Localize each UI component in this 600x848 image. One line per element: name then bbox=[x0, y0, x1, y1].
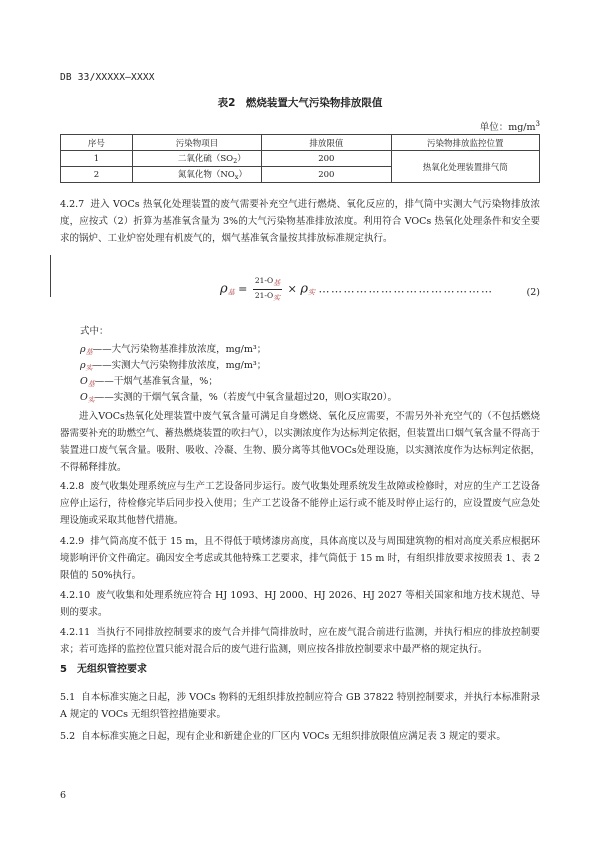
clause-4-2-9: 4.2.9 排气筒高度不低于 15 m，且不得低于喷烤漆房高度，具体高度以及与周围建筑物的相对高度关系应根据环境影响评价文件确定。确因安全考虑或其他特殊工艺要求，排气筒低于 15 m 时，有组织排放要求按照表 1、表 2 限值的 50%执行。 bbox=[60, 536, 540, 581]
var-rho-measured: $\rho_实——$实测大气污染物排放浓度，mg/m³； bbox=[80, 360, 267, 372]
var-o-base: $O_基——$干烟气基准氧含量，%； bbox=[80, 376, 218, 388]
clause-4-2-10: 4.2.10 废气收集和处理系统应符合 HJ 1093、HJ 2000、HJ 2026、HJ 2027 等相关国家和地方技术规范、导则的要求。 bbox=[60, 590, 540, 618]
header-location: 污染物排放监控位置 bbox=[391, 135, 540, 151]
header-limit: 排放限值 bbox=[262, 135, 391, 151]
table-unit: 单位：$mg/m^3$ bbox=[479, 120, 540, 133]
clause-5-2: 5.2 自本标准实施之日起，现有企业和新建企业的厂区内 VOCs 无组织排放限值应满足表 3 规定的要求。 bbox=[60, 731, 506, 742]
margin-revision-mark bbox=[50, 255, 51, 297]
clause-4-2-8: 4.2.8 废气收集处理系统应与生产工艺设备同步运行。废气收集处理系统发生故障或检修时，对应的生产工艺设备应停止运行，待检修完毕后同步投入使用；生产工艺设备不能停止运行或不能及时停止运行的，应设置废气应急处理设施或采取其他替代措施。 bbox=[60, 481, 540, 526]
formula-where: 式中： bbox=[80, 326, 109, 337]
var-rho-base: $\rho_基——$大气污染物基准排放浓度，mg/m³； bbox=[80, 344, 267, 356]
document-code: DB 33/XXXXX—XXXX bbox=[60, 72, 155, 83]
table-row bbox=[61, 151, 540, 167]
clause-5-1: 5.1 自本标准实施之日起，涉 VOCs 物料的无组织排放控制应符合 GB 37822 特别控制要求，并执行本标准附录 A 规定的 VOCs 无组织管控措施要求。 bbox=[60, 692, 540, 720]
row-limit: 200 bbox=[262, 167, 391, 183]
table-header-row bbox=[61, 135, 540, 151]
clause-4-2-7: 4.2.7 进入 VOCs 热氧化处理装置的废气需要补充空气进行燃烧、氧化反应的，排气筒中实测大气污染物排放浓度，应按式（2）折算为基准氧含量为 3%的大气污染物基准排放浓度。利用符合 VOCs 热氧化处理条件和安全要求的锅炉、工业炉窑处理有机废气的，烟气基准氧含量按其排放标准规定执行。 bbox=[60, 199, 540, 244]
var-o-measured: $O_实——$实测的干烟气氧含量，%（若废气中氧含量超过20，则O实取20）。 bbox=[80, 392, 398, 404]
emission-limit-table bbox=[60, 134, 540, 183]
table-title: 表2 燃烧装置大气污染物排放限值 bbox=[217, 97, 383, 109]
row-limit: 200 bbox=[262, 151, 391, 167]
header-seq: 序号 bbox=[61, 135, 133, 151]
clause-4-2-11: 4.2.11 当执行不同排放控制要求的废气合并排气筒排放时，应在废气混合前进行监测，并执行相应的排放控制要求；若可选择的监控位置只能对混合后的废气进行监测，则应按各排放控制要求中最严格的规定执行。 bbox=[60, 627, 540, 655]
equation-number: (2) bbox=[526, 287, 540, 298]
header-item: 污染物项目 bbox=[132, 135, 261, 151]
row-item: 氮氧化物$(NO_x)$ bbox=[132, 167, 261, 183]
formula-fraction: $\frac{\text{21-O基}}{\text{21-O实}}$ bbox=[254, 276, 281, 302]
formula-2: $\rho_基$ = $\frac{\text{21-O基}}{\text{21-O实}}$ × $\rho_实$ …………………………………… (2) bbox=[220, 276, 540, 302]
section-5-heading: 5 无组织管控要求 bbox=[60, 664, 147, 675]
row-location: 热氧化处理装置排气筒 bbox=[391, 151, 540, 183]
row-item: 二氧化硫$(SO_2)$ bbox=[132, 151, 261, 167]
page-number: 6 bbox=[60, 790, 67, 801]
row-no: 1 bbox=[61, 151, 133, 167]
row-no: 2 bbox=[61, 167, 133, 183]
clause-4-2-7-continued: 进入VOCs热氧化处理装置中废气氧含量可满足自身燃烧、氧化反应需要，不需另外补充空气的（不包括燃烧器需要补充的助燃空气、蓄热燃烧装置的吹扫气），以实测浓度作为达标判定依据，但装置出口烟气氧含量不得高于装置进口废气氧含量。吸附、吸收、冷凝、生物、膜分离等其他VOCs处理设施，以实测浓度作为达标判定依据，不得稀释排放。 bbox=[60, 411, 540, 473]
